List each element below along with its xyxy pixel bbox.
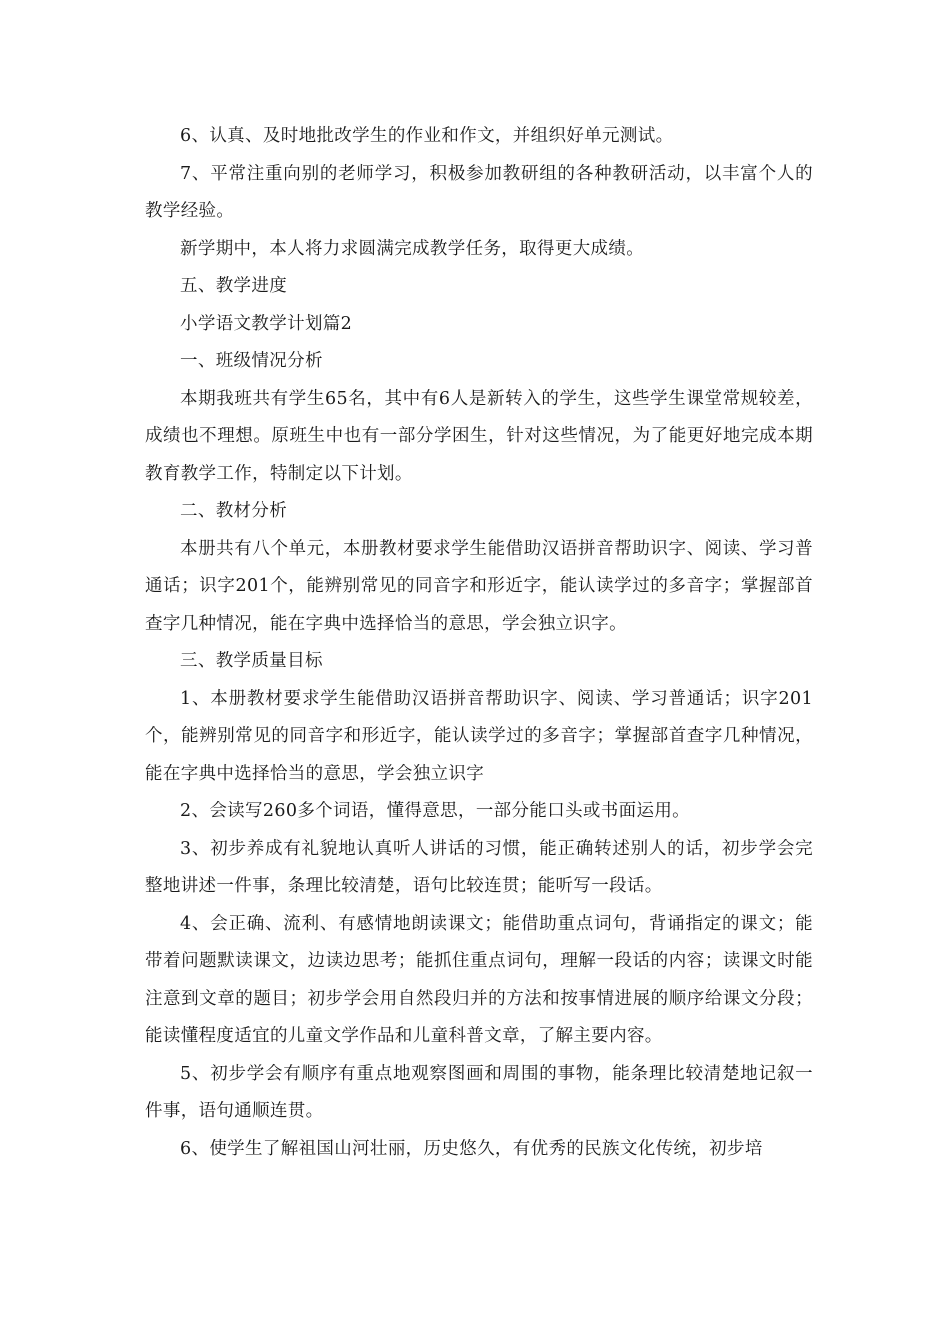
paragraph-7-learning: 7、平常注重向别的老师学习，积极参加教研组的各种教研活动，以丰富个人的教学经验。	[145, 163, 813, 221]
paragraph-goal-3: 3、初步养成有礼貌地认真听人讲话的习惯，能正确转述别人的话，初步学会完整地讲述一件事，条理比较清楚，语句比较连贯；能听写一段话。	[145, 838, 813, 896]
heading-plan-2: 小学语文教学计划篇2	[180, 313, 353, 334]
paragraph-textbook-analysis: 本册共有八个单元，本册教材要求学生能借助汉语拼音帮助识字、阅读、学习普通话；识字201个，能辨别常见的同音字和形近字，能认读学过的多音字；掌握部首查字几种情况，能在字典中选择恰当的意思，学会独立识字。	[145, 538, 813, 634]
paragraph-new-semester: 新学期中，本人将力求圆满完成教学任务，取得更大成绩。	[180, 238, 645, 259]
heading-textbook-analysis: 二、教材分析	[180, 501, 288, 521]
document-body	[145, 118, 813, 1168]
paragraph-goal-6: 6、使学生了解祖国山河壮丽，历史悠久，有优秀的民族文化传统，初步培	[180, 1138, 763, 1159]
heading-class-analysis: 一、班级情况分析	[180, 351, 323, 371]
heading-teaching-progress: 五、教学进度	[180, 276, 288, 296]
paragraph-class-analysis: 本期我班共有学生65名，其中有6人是新转入的学生，这些学生课堂常规较差，成绩也不理想。原班生中也有一部分学困生，针对这些情况，为了能更好地完成本期教育教学工作，特制定以下计划。	[145, 388, 813, 484]
paragraph-goal-4: 4、会正确、流利、有感情地朗读课文；能借助重点词句，背诵指定的课文；能带着问题默读课文，边读边思考；能抓住重点词句，理解一段话的内容；读课文时能注意到文章的题目；初步学会用自然段归并的方法和按事情进展的顺序给课文分段；能读懂程度适宜的儿童文学作品和儿童科普文章，了解主要内容。	[145, 913, 813, 1046]
paragraph-goal-2: 2、会读写260多个词语，懂得意思，一部分能口头或书面运用。	[180, 801, 691, 821]
paragraph-goal-1: 1、本册教材要求学生能借助汉语拼音帮助识字、阅读、学习普通话；识字201个，能辨别常见的同音字和形近字，能认读学过的多音字；掌握部首查字几种情况，能在字典中选择恰当的意思，学会独立识字	[145, 688, 813, 784]
heading-quality-goals: 三、教学质量目标	[180, 651, 323, 671]
paragraph-goal-5: 5、初步学会有顺序有重点地观察图画和周围的事物，能条理比较清楚地记叙一件事，语句通顺连贯。	[145, 1063, 813, 1121]
paragraph-6-grading: 6、认真、及时地批改学生的作业和作文，并组织好单元测试。	[180, 126, 674, 146]
